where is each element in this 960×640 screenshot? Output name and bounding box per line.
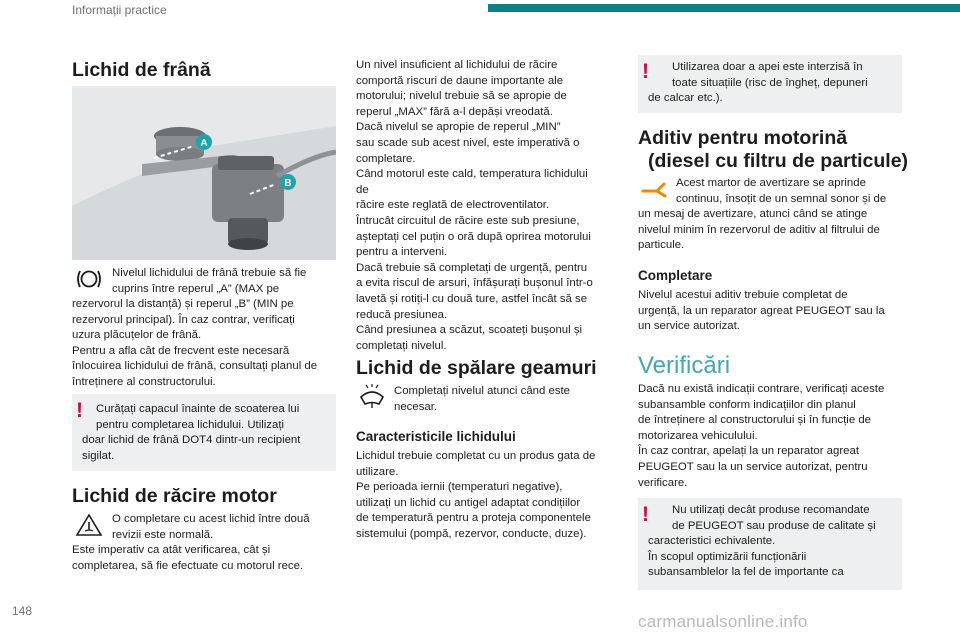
text-line: de PEUGEOT sau produse de calitate și bbox=[672, 519, 876, 532]
text-line: cuprins între reperul „A” (MAX pe bbox=[112, 282, 280, 295]
fluid-characteristics-title: Caracteristicile lichidului bbox=[356, 429, 516, 444]
text-line: așteptați cel puțin o oră după oprirea motorului bbox=[356, 230, 591, 243]
text-line: un mesaj de avertizare, atunci când se atinge bbox=[638, 208, 868, 220]
text-line: caracteristici echivalente. bbox=[648, 535, 776, 547]
text-line: utilizare. bbox=[356, 465, 399, 478]
text-line: Dacă nu există indicații contrare, verificați aceste bbox=[638, 383, 885, 395]
text-line: de temperatură pentru a proteja componentele bbox=[356, 512, 591, 525]
text-line: lavetă și rotiți-l cu două ture, astfel încât să se bbox=[356, 292, 588, 305]
additive-title-line-2: (diesel cu filtru de particule) bbox=[648, 150, 909, 172]
text-line: necesar. bbox=[394, 400, 438, 413]
text-line: O completare cu acest lichid între două bbox=[112, 513, 310, 525]
header-accent-bar bbox=[488, 4, 960, 12]
washer-fluid-icon bbox=[357, 384, 387, 410]
text-line: Dacă nivelul se apropie de reperul „MIN” bbox=[356, 121, 561, 134]
verificari-text bbox=[638, 382, 904, 491]
washer-text bbox=[394, 384, 602, 415]
figure-label-a: A bbox=[200, 138, 208, 149]
brake-fluid-title: Lichid de frână bbox=[72, 59, 211, 81]
verificari-title: Verificări bbox=[638, 352, 731, 379]
text-line: de calcar etc.). bbox=[648, 92, 723, 104]
text-line: Dacă trebuie să completați de urgență, pentru bbox=[356, 261, 588, 274]
brake-reservoir-illustration bbox=[72, 86, 336, 260]
text-line: utilizați un lichid cu antigel adaptat condițiilor bbox=[356, 496, 581, 509]
text-line: Nivelul acestui aditiv trebuie completat de bbox=[638, 289, 848, 301]
text-line: Utilizarea doar a apei este interzisă în bbox=[672, 61, 863, 73]
text-line: un service autorizat. bbox=[638, 320, 740, 333]
brake-fluid-figure bbox=[72, 86, 336, 260]
washer-fluid-title: Lichid de spălare geamuri bbox=[356, 357, 597, 379]
warning-mark-icon: ! bbox=[76, 399, 83, 422]
text-line: completați nivelul. bbox=[356, 339, 447, 352]
brake-warning-icon bbox=[74, 266, 104, 292]
particle-filter-warning-icon bbox=[640, 177, 670, 203]
text-line: continuu, însoțit de un semnal sonor și de bbox=[676, 192, 887, 205]
text-line: Când presiunea a scăzut, scoateți bușonul și bbox=[356, 324, 583, 337]
text-line: nivelul minim în rezervorul de aditiv al filtrului de bbox=[638, 223, 880, 236]
text-line: În scopul optimizării funcționării bbox=[648, 550, 807, 563]
text-line: reducă presiunea. bbox=[356, 308, 448, 321]
additive-text-body bbox=[638, 207, 904, 254]
brake-text-body bbox=[72, 297, 338, 391]
text-line: toate situațiile (risc de îngheț, depuneri bbox=[672, 76, 868, 89]
text-line: comportă riscuri de daune importante ale bbox=[356, 74, 564, 87]
warning-mark-icon: ! bbox=[642, 503, 649, 526]
text-line: verificare. bbox=[638, 476, 688, 489]
text-line: În caz contrar, apelați la un reparator agreat bbox=[638, 445, 859, 458]
text-line: Completați nivelul atunci când este bbox=[394, 385, 571, 397]
text-line: pentru a interveni. bbox=[356, 246, 448, 259]
text-line: motorizarea vehiculului. bbox=[638, 429, 758, 442]
text-line: rezervorul principal). În caz contrar, verificați bbox=[72, 313, 295, 326]
additive-text-top bbox=[676, 176, 904, 207]
text-line: întreținere al constructorului. bbox=[72, 375, 216, 388]
text-line: a evita riscul de arsuri, înfășurați bușonul într-o bbox=[356, 277, 593, 290]
text-line: pentru completarea lichidului. Utilizați bbox=[96, 418, 285, 431]
text-line: Lichidul trebuie completat cu un produs gata de bbox=[356, 450, 596, 462]
text-line: rezervorul la distanță) și reperul „B” (MIN pe bbox=[72, 298, 294, 310]
watermark: carmanualsonline.info bbox=[638, 612, 808, 631]
text-line: Pe perioada iernii (temperaturi negative), bbox=[356, 481, 563, 494]
water-warning-callout bbox=[638, 55, 902, 113]
text-line: motorului; nivelul trebuie să se apropie de bbox=[356, 90, 567, 103]
text-line: sistemului (pompă, rezervor, conducte, duze). bbox=[356, 527, 587, 540]
products-warning-callout bbox=[638, 498, 902, 590]
text-line: sau scade sub acest nivel, este imperativă o bbox=[356, 136, 580, 149]
text-line: subansamble conform indicațiilor din planul bbox=[638, 398, 856, 411]
text-line: Când motorul este cald, temperatura lichidului de bbox=[356, 168, 588, 196]
text-line: completare. bbox=[356, 152, 416, 165]
text-line: Un nivel insuficient al lichidului de răcire bbox=[356, 59, 558, 71]
text-line: particule. bbox=[638, 239, 685, 252]
completare-text bbox=[638, 288, 904, 335]
text-line: revizii este normală. bbox=[112, 528, 214, 541]
section-header: Informații practice bbox=[72, 3, 167, 17]
text-line: subansamblelor la fel de importante ca bbox=[648, 566, 844, 579]
text-line: Este imperativ ca atât verificarea, cât și bbox=[72, 544, 271, 556]
text-line: Curățați capacul înainte de scoaterea lui bbox=[96, 403, 300, 415]
text-line: completarea, să fie efectuate cu motorul rece. bbox=[72, 559, 304, 572]
text-line: Pentru a afla cât de frecvent este necesară bbox=[72, 344, 290, 357]
coolant-warning-icon bbox=[74, 512, 104, 538]
text-line: urgență, la un reparator agreat PEUGEOT sau la bbox=[638, 304, 885, 317]
text-line: răcire este reglată de electroventilator. bbox=[356, 199, 550, 212]
text-line: Întrucât circuitul de răcire este sub presiune, bbox=[356, 214, 580, 227]
text-line: reperul „MAX” fără a-l depăși vreodată. bbox=[356, 105, 553, 118]
text-line: uzura plăcuțelor de frână. bbox=[72, 329, 202, 342]
text-line: sigilat. bbox=[82, 449, 115, 462]
figure-label-b: B bbox=[284, 178, 292, 189]
text-line: Acest martor de avertizare se aprinde bbox=[676, 177, 866, 189]
completare-title: Completare bbox=[638, 268, 713, 283]
brake-text-top bbox=[112, 266, 338, 297]
brake-warning-callout bbox=[72, 394, 336, 471]
fluid-characteristics-text bbox=[356, 449, 602, 543]
text-line: înlocuirea lichidului de frână, consultați planul de bbox=[72, 360, 318, 373]
text-line: doar lichid de frână DOT4 dintr-un recipient bbox=[82, 434, 301, 446]
page-number: 148 bbox=[12, 604, 33, 618]
additive-title-line-1: Aditiv pentru motorină bbox=[638, 127, 848, 149]
text-line: PEUGEOT sau la un service autorizat, pentru bbox=[638, 460, 868, 473]
coolant-continued-text bbox=[356, 58, 602, 354]
coolant-text-body bbox=[72, 543, 338, 574]
coolant-title: Lichid de răcire motor bbox=[72, 485, 277, 507]
coolant-text-top bbox=[112, 512, 338, 543]
text-line: Nu utilizați decât produse recomandate bbox=[672, 504, 870, 516]
text-line: de întreținere al constructorului și în funcție de bbox=[638, 414, 872, 427]
text-line: Nivelul lichidului de frână trebuie să fie bbox=[112, 267, 307, 279]
warning-mark-icon: ! bbox=[642, 60, 649, 83]
